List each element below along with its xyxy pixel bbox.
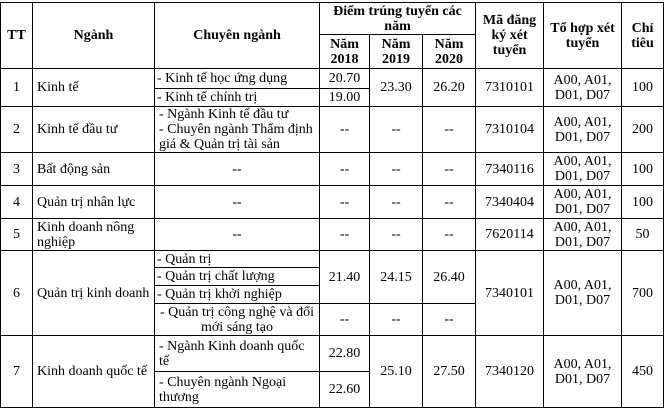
header-chuyen-nganh: Chuyên ngành: [155, 3, 320, 69]
row-chi-tieu: 100: [622, 69, 664, 107]
row-chi-tieu: 450: [622, 336, 664, 408]
row-to-hop: A00, A01, D01, D07: [544, 251, 622, 336]
row-ma: 7310101: [476, 69, 544, 107]
row-score-2018: 22.60: [320, 372, 370, 408]
table-row: [1, 153, 664, 186]
row-sub: - Quản trị công nghệ và đổi mới sáng tạo: [155, 304, 320, 336]
row-sub: - Quản trị chất lượng: [155, 268, 320, 286]
row-sub: - Kinh tế chính trị: [155, 89, 320, 107]
header-year-2018: Năm 2018: [320, 35, 370, 69]
row-score-2018: --: [320, 186, 370, 219]
table-row: [1, 69, 664, 89]
header-tt: TT: [1, 3, 33, 69]
row-chi-tieu: 50: [622, 219, 664, 251]
row-sub: - Ngành Kinh doanh quốc tế: [155, 336, 320, 372]
row-tt: 2: [1, 107, 33, 153]
row-score-2020: --: [423, 186, 476, 219]
row-score-2020: --: [423, 107, 476, 153]
row-sub: --: [155, 186, 320, 219]
row-score-2020: --: [423, 304, 476, 336]
row-nganh: Quản trị kinh doanh: [33, 251, 155, 336]
row-score-2019: --: [370, 186, 423, 219]
row-score-2018: 19.00: [320, 89, 370, 107]
row-chi-tieu: 200: [622, 107, 664, 153]
row-to-hop: A00, A01, D01, D07: [544, 186, 622, 219]
row-score-2020: 26.20: [423, 69, 476, 107]
row-score-2018: 20.70: [320, 69, 370, 89]
table-row: [1, 107, 664, 153]
row-nganh: Kinh doanh quốc tế: [33, 336, 155, 408]
row-to-hop: A00, A01, D01, D07: [544, 153, 622, 186]
row-tt: 7: [1, 336, 33, 408]
row-sub-line: - Ngành Kinh tế đầu tư: [159, 107, 289, 122]
row-score-2020: 27.50: [423, 336, 476, 408]
row-ma: 7310104: [476, 107, 544, 153]
row-score-2019: --: [370, 304, 423, 336]
admission-scores-table: [0, 2, 664, 408]
row-tt: 5: [1, 219, 33, 251]
row-nganh: Kinh doanh nông nghiệp: [33, 219, 155, 251]
header-nganh: Ngành: [33, 3, 155, 69]
header-chi-tieu: Chỉ tiêu: [622, 3, 664, 69]
row-score-2019: --: [370, 219, 423, 251]
row-tt: 4: [1, 186, 33, 219]
row-score-2018: 22.80: [320, 336, 370, 372]
header-row-top: [1, 3, 664, 35]
row-score-2018: --: [320, 304, 370, 336]
row-to-hop: A00, A01, D01, D07: [544, 69, 622, 107]
row-score-2020: 26.40: [423, 251, 476, 304]
row-ma: 7620114: [476, 219, 544, 251]
row-sub: - Quản trị khởi nghiệp: [155, 286, 320, 304]
row-score-2018: 21.40: [320, 251, 370, 304]
row-score-2020: --: [423, 153, 476, 186]
header-score-group: Điểm trúng tuyển các năm: [320, 3, 476, 35]
row-sub: - Quản trị: [155, 251, 320, 268]
row-chi-tieu: 100: [622, 186, 664, 219]
table-row: [1, 219, 664, 251]
row-nganh: Quản trị nhân lực: [33, 186, 155, 219]
row-nganh: Bất động sản: [33, 153, 155, 186]
row-chi-tieu: 100: [622, 153, 664, 186]
row-sub: - Chuyên ngành Ngoại thương: [155, 372, 320, 408]
row-score-2018: --: [320, 153, 370, 186]
row-score-2019: --: [370, 107, 423, 153]
row-tt: 3: [1, 153, 33, 186]
row-sub: [155, 107, 320, 153]
row-score-2019: 24.15: [370, 251, 423, 304]
row-sub-line: - Chuyên ngành Thẩm định giá & Quản trị tài sản: [159, 122, 313, 152]
row-chi-tieu: 700: [622, 251, 664, 336]
row-ma: 7340120: [476, 336, 544, 408]
row-ma: 7340101: [476, 251, 544, 336]
row-nganh: Kinh tế đầu tư: [33, 107, 155, 153]
row-tt: 1: [1, 69, 33, 107]
row-score-2019: 25.10: [370, 336, 423, 408]
row-ma: 7340116: [476, 153, 544, 186]
row-nganh: Kinh tế: [33, 69, 155, 107]
header-ma-dang-ky: Mã đăng ký xét tuyển: [476, 3, 544, 69]
row-score-2018: --: [320, 219, 370, 251]
header-year-2020: Năm 2020: [423, 35, 476, 69]
row-to-hop: A00, A01, D01, D07: [544, 219, 622, 251]
row-to-hop: A00, A01, D01, D07: [544, 336, 622, 408]
row-ma: 7340404: [476, 186, 544, 219]
row-sub: - Kinh tế học ứng dụng: [155, 69, 320, 89]
table-row: [1, 186, 664, 219]
table-row: [1, 251, 664, 268]
header-to-hop: Tổ hợp xét tuyển: [544, 3, 622, 69]
row-sub: --: [155, 219, 320, 251]
row-score-2019: --: [370, 153, 423, 186]
row-score-2020: --: [423, 219, 476, 251]
row-tt: 6: [1, 251, 33, 336]
row-to-hop: A00, A01, D01, D07: [544, 107, 622, 153]
row-score-2019: 23.30: [370, 69, 423, 107]
row-score-2018: --: [320, 107, 370, 153]
table-row: [1, 336, 664, 372]
row-sub: --: [155, 153, 320, 186]
header-year-2019: Năm 2019: [370, 35, 423, 69]
